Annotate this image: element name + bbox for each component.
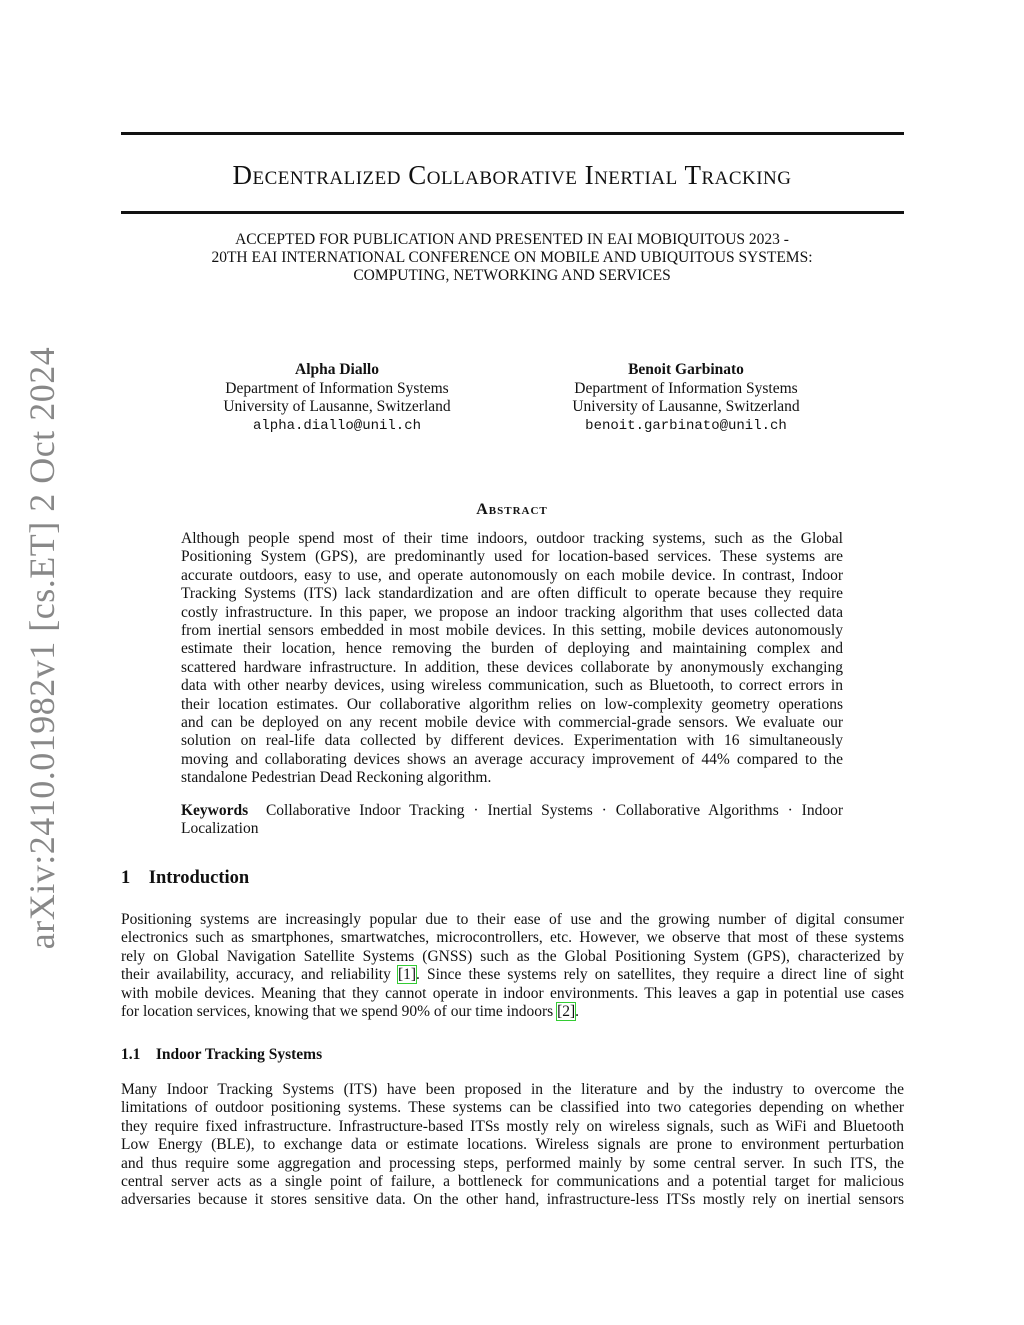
text-line: Many Indoor Tracking Systems (ITS) have been proposed in the literature and by the industry to overcome the (121, 1081, 904, 1098)
text-line: solution on real-life data collected by different devices. Experimentation with 16 simultaneously (181, 732, 843, 750)
text-line: and can be deployed on any recent mobile device with commercial-grade sensors. We evaluate our (181, 713, 843, 731)
text-line: data with other nearby devices, using wireless communication, such as Bluetooth, to correct errors in (181, 677, 843, 695)
intro-paragraph (121, 911, 904, 1021)
top-rule (121, 132, 904, 135)
author-block (536, 361, 836, 435)
text-line: their location estimates. Our collaborative algorithm relies on low-complexity geometry operations (181, 695, 843, 713)
text-line: central server acts as a single point of failure, a bottleneck for communications and a potential target for malicious (121, 1172, 904, 1190)
title-rule (121, 211, 904, 214)
text-line: their availability, accuracy, and reliability [1]. Since these systems rely on satellites, they require a direct line of sight (121, 966, 904, 984)
keywords-text: Localization (181, 820, 259, 838)
keywords-text: Collaborative Indoor Tracking · Inertial Systems · Collaborative Algorithms · Indoor (265, 802, 844, 819)
text-line: accurate outdoors, easy to use, and operate autonomously on each mobile device. In contrast, Indoor (181, 566, 843, 584)
text-line: with mobile devices. Meaning that they cannot operate in indoor environments. This leaves a gap in potential use cases (121, 984, 904, 1002)
text-line: Positioning System (GPS), are predominantly used for location-based services. These systems are (181, 548, 843, 566)
text-line: scattered hardware infrastructure. In addition, these devices collaborate by anonymously exchanging (181, 658, 843, 676)
author-dept: Department of Information Systems (225, 379, 449, 397)
section-heading: 1 Introduction (121, 868, 250, 888)
keywords (181, 802, 843, 839)
author-univ: University of Lausanne, Switzerland (572, 398, 800, 415)
text-line: for location services, knowing that we spend 90% of our time indoors [2]. (121, 1002, 580, 1020)
text-line: Tracking Systems (ITS) lack standardization and are often difficult to operate because they require (181, 585, 843, 603)
subtitle-line: ACCEPTED FOR PUBLICATION AND PRESENTED IN EAI MOBIQUITOUS 2023 - (235, 231, 789, 248)
author-block (187, 361, 487, 435)
subtitle-line: COMPUTING, NETWORKING AND SERVICES (353, 267, 671, 284)
subtitle-line: 20TH EAI INTERNATIONAL CONFERENCE ON MOBILE AND UBIQUITOUS SYSTEMS: (211, 249, 813, 266)
text-line: costly infrastructure. In this paper, we propose an indoor tracking algorithm that uses collected data (181, 603, 843, 621)
text-line: rely on Global Navigation Satellite Systems (GNSS) such as the Global Positioning System (GPS), characterized by (121, 947, 904, 965)
text-line: they require fixed infrastructure. Infrastructure-based ITSs mostly rely on wireless signals, such as WiFi and Bluetooth (121, 1117, 904, 1135)
author-email[interactable]: alpha.diallo@unil.ch (252, 417, 422, 434)
author-name: Benoit Garbinato (628, 361, 744, 378)
text-line: Low Energy (BLE), to exchange data or estimate locations. Wireless signals are prone to environment perturbation (121, 1136, 904, 1154)
author-dept: Department of Information Systems (574, 379, 798, 397)
text-line: Although people spend most of their time indoors, outdoor tracking systems, such as the Global (181, 530, 843, 547)
text-line: from inertial sensors embedded in most mobile devices. In this setting, mobile devices autonomously (181, 621, 843, 639)
author-email[interactable]: benoit.garbinato@unil.ch (585, 417, 787, 434)
text-line: limitations of outdoor positioning systems. These systems can be classified into two categories depending on whether (121, 1099, 904, 1117)
paper-title: Decentralized Collaborative Inertial Tracking (232, 160, 792, 190)
text-line: adversaries because it stores sensitive data. On the other hand, infrastructure-less ITSs mostly rely on inertial sensors (121, 1191, 904, 1209)
text-line: Positioning systems are increasingly popular due to their ease of use and the growing number of digital consumer (121, 911, 904, 928)
abstract-text (181, 530, 843, 787)
text-line: estimate their location, hence removing the burden of deploying and maintaining complex and (181, 640, 843, 658)
citation-link[interactable]: [1] (397, 966, 417, 984)
keywords-label: Keywords (181, 802, 249, 819)
its-paragraph (121, 1081, 904, 1210)
abstract-heading: Abstract (476, 501, 548, 518)
author-name: Alpha Diallo (295, 361, 379, 378)
text-line: electronics such as smartphones, smartwatches, microcontrollers, etc. However, we observe that most of these systems (121, 929, 904, 947)
text-line: and thus require some aggregation and processing steps, performed mainly by some central server. In such ITS, the (121, 1154, 904, 1172)
text-line: standalone Pedestrian Dead Reckoning algorithm. (181, 769, 492, 787)
text-line: moving and collaborating devices shows an average accuracy improvement of 44% compared to the (181, 750, 843, 768)
arxiv-identifier: arXiv:2410.01982v1 [cs.ET] 2 Oct 2024 (22, 346, 62, 950)
author-univ: University of Lausanne, Switzerland (223, 398, 451, 415)
subsection-heading: 1.1 Indoor Tracking Systems (121, 1046, 323, 1063)
citation-link[interactable]: [2] (557, 1002, 576, 1020)
